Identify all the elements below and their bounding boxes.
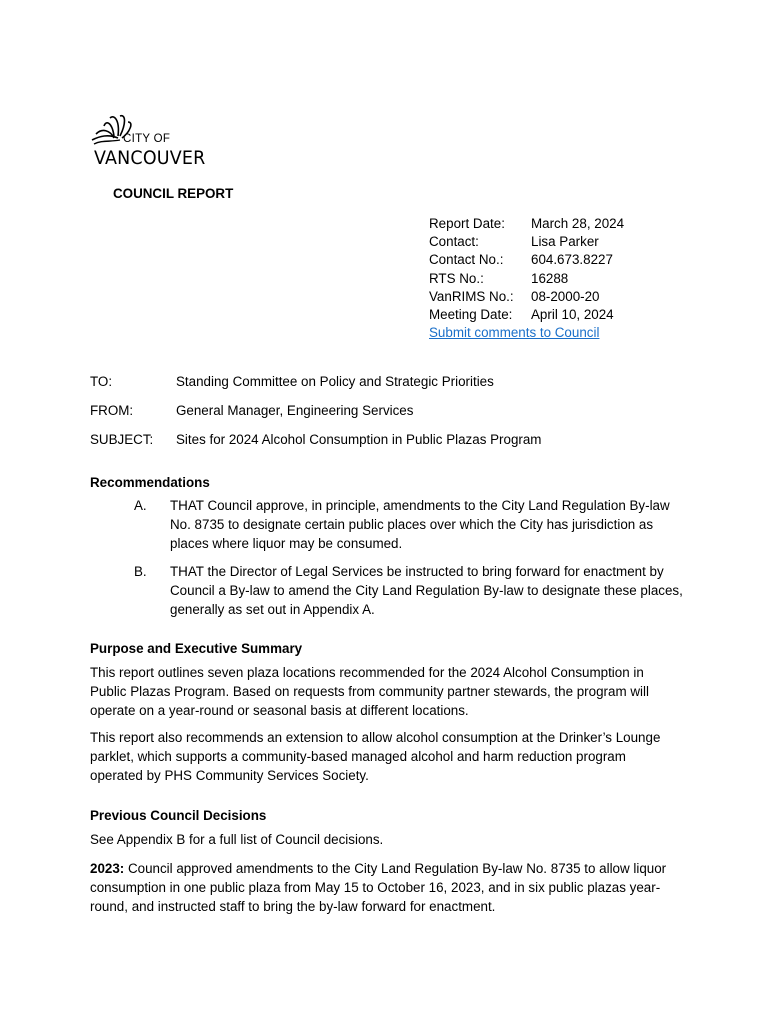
report-title: COUNCIL REPORT [113, 186, 234, 201]
recommendation-item-a [134, 497, 694, 553]
recommendations-heading: Recommendations [90, 475, 210, 490]
meta-row-vanrims-no [429, 288, 624, 306]
to-label: TO: [90, 374, 113, 389]
subject-label: SUBJECT: [90, 432, 154, 447]
meta-label: Contact: [429, 234, 479, 250]
meta-label: Contact No.: [429, 252, 504, 268]
report-meta [429, 215, 624, 342]
from-line [90, 403, 413, 418]
meta-row-contact [429, 233, 624, 251]
meta-value: 604.673.8227 [531, 252, 613, 268]
meta-value: March 28, 2024 [531, 216, 625, 231]
meta-row-meeting-date [429, 306, 624, 324]
subject-line [90, 432, 541, 447]
to-line [90, 374, 494, 389]
recommendation-item-b [134, 563, 694, 619]
logo-vancouver: VANCOUVER [94, 147, 206, 169]
meta-row-report-date [429, 215, 624, 233]
city-logo [90, 112, 230, 170]
year-label: 2023: [90, 861, 125, 876]
meta-value: 16288 [531, 270, 569, 286]
subject-value: Sites for 2024 Alcohol Consumption in Public Plazas Program [176, 432, 542, 447]
meta-label: RTS No.: [429, 270, 484, 286]
recommendation-marker: A. [134, 498, 147, 513]
purpose-paragraph-2: This report also recommends an extension to allow alcohol consumption at the Drinker’s Lounge parklet, which supports a community-based managed alcohol and harm reduction program operated by PHS Community Services Society. [90, 730, 661, 783]
meta-label: Report Date: [429, 216, 505, 231]
to-value: Standing Committee on Policy and Strategic Priorities [176, 374, 494, 389]
meta-value: Lisa Parker [531, 234, 599, 250]
recommendation-text: THAT the Director of Legal Services be instructed to bring forward for enactment by Council a By-law to amend the City Land Regulation By-law to designate these places, generally as set out in Appendix A. [170, 564, 683, 617]
recommendation-text: THAT Council approve, in principle, amendments to the City Land Regulation By-law No. 8735 to designate certain public places over which the City has jurisdiction as places where liquor may be consumed. [170, 498, 670, 551]
meta-label: Meeting Date: [429, 306, 513, 322]
previous-paragraph-1: See Appendix B for a full list of Council decisions. [90, 832, 384, 847]
decision-text: Council approved amendments to the City Land Regulation By-law No. 8735 to allow liquor consumption in one public plaza from May 15 to October 16, 2023, and in six public plazas year-round, and instructed staff to bring the by-law forward for enactment. [90, 861, 667, 914]
previous-paragraph-2 [90, 860, 680, 916]
meta-row-contact-no [429, 251, 624, 269]
from-label: FROM: [90, 403, 134, 418]
submit-comments-link[interactable]: Submit comments to Council [429, 325, 600, 341]
flower-emblem-icon [90, 112, 150, 152]
meta-value: April 10, 2024 [531, 306, 614, 322]
meta-row-rts-no [429, 270, 624, 288]
meta-value: 08-2000-20 [531, 288, 600, 304]
recommendation-marker: B. [134, 564, 147, 579]
meta-label: VanRIMS No.: [429, 288, 514, 304]
purpose-paragraph-1: This report outlines seven plaza locations recommended for the 2024 Alcohol Consumption in Public Plazas Program. Based on requests from community partner stewards, the program will operate on a year-round or seasonal basis at different locations. [90, 665, 649, 718]
logo-city-of: CITY OF [123, 133, 171, 145]
from-value: General Manager, Engineering Services [176, 403, 414, 418]
purpose-heading: Purpose and Executive Summary [90, 641, 303, 656]
previous-decisions-heading: Previous Council Decisions [90, 808, 267, 823]
